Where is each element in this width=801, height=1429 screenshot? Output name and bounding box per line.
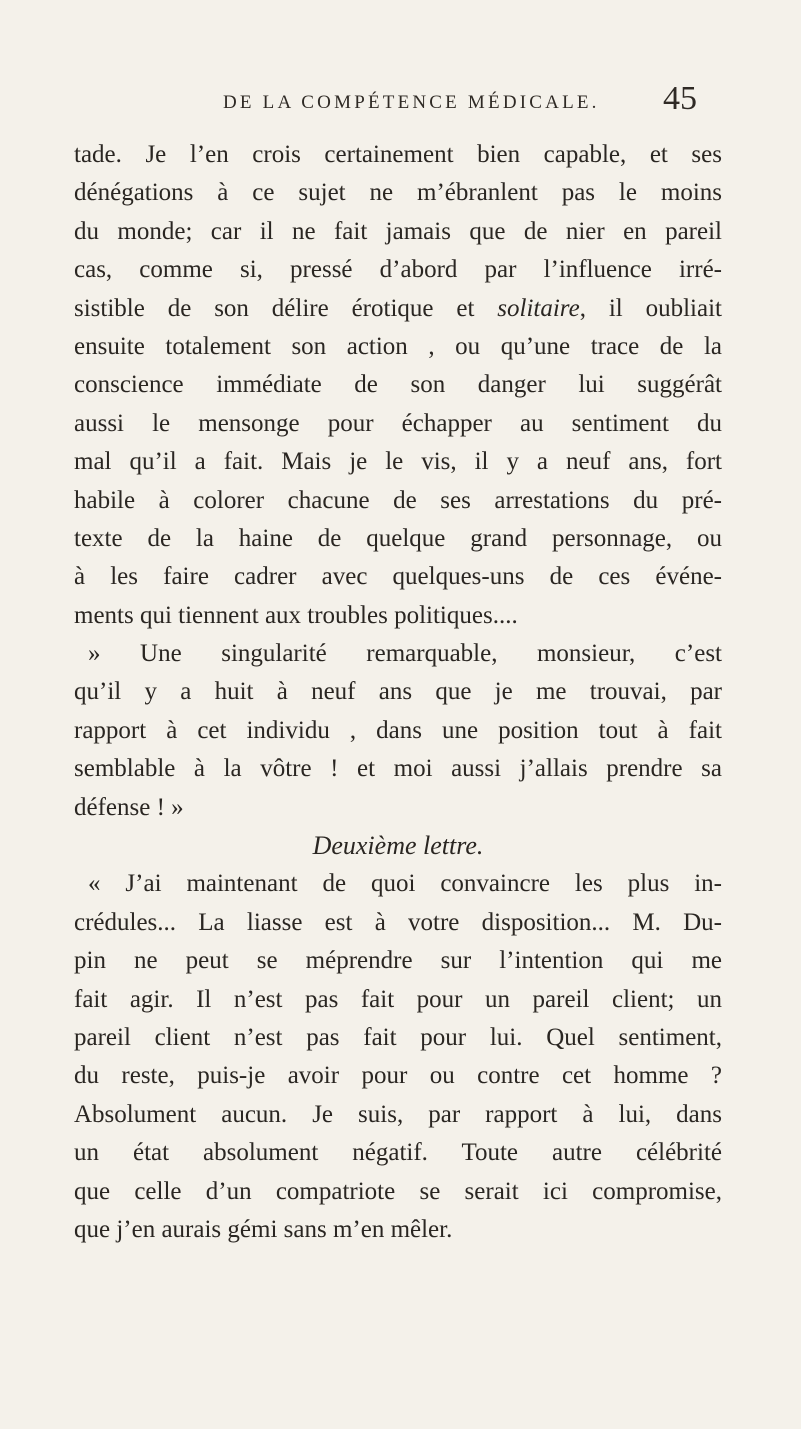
italic-word: solitaire [497,294,580,322]
text-line: pin ne peut se méprendre sur l’intention qui me [74,947,722,975]
text-line: Absolument aucun. Je suis, par rapport à lui, dans [74,1100,722,1128]
text-line: mal qu’il a fait. Mais je le vis, il y a neuf ans, fort [74,448,722,476]
text-line: à les faire cadrer avec quelques-uns de ces événe- [74,563,722,591]
text-line: ensuite totalement son action , ou qu’une trace de la [74,332,722,360]
text-line: rapport à cet individu , dans une position tout à fait [74,716,722,744]
text-block [74,136,722,1249]
text-line: semblable à la vôtre ! et moi aussi j’allais prendre sa [74,755,722,783]
text-line: du monde; car il ne fait jamais que de nier en pareil [74,217,722,245]
text-line: défense ! » [74,793,184,821]
text-line: ments qui tiennent aux troubles politiques.... [74,601,518,629]
text-line: conscience immédiate de son danger lui suggérât [74,371,722,399]
running-head [223,80,723,130]
text-line: » Une singularité remarquable, monsieur, c’est [88,640,722,668]
text-line: du reste, puis-je avoir pour ou contre cet homme ? [74,1062,722,1090]
text-line: tade. Je l’en crois certainement bien capable, et ses [74,141,722,168]
text-line [74,290,722,328]
text-segment: sistible de son délire érotique et [74,294,498,322]
text-line: que j’en aurais gémi sans m’en mêler. [74,1215,453,1243]
text-line: crédules... La liasse est à votre disposition... M. Du- [74,908,722,936]
text-line: qu’il y a huit à neuf ans que je me trouvai, par [74,678,722,706]
text-line: texte de la haine de quelque grand personnage, ou [74,524,722,552]
running-title: DE LA COMPÉTENCE MÉDICALE. [223,92,600,113]
text-line: dénégations à ce sujet ne m’ébranlent pas le moins [74,179,722,207]
text-line: aussi le mensonge pour échapper au sentiment du [74,409,722,437]
text-line: « J’ai maintenant de quoi convaincre les plus in- [88,870,722,898]
page-number: 45 [663,80,697,117]
text-line: fait agir. Il n’est pas fait pour un pareil client; un [74,985,722,1013]
text-segment: , il oubliait [579,294,722,322]
text-line: cas, comme si, pressé d’abord par l’influence irré- [74,256,722,284]
text-line: que celle d’un compatriote se serait ici compromise, [74,1177,722,1205]
text-line: habile à colorer chacune de ses arrestations du pré- [74,486,722,514]
text-line: un état absolument négatif. Toute autre célébrité [74,1139,722,1167]
text-line: pareil client n’est pas fait pour lui. Quel sentiment, [74,1023,722,1051]
section-heading: Deuxième lettre. [312,831,484,861]
